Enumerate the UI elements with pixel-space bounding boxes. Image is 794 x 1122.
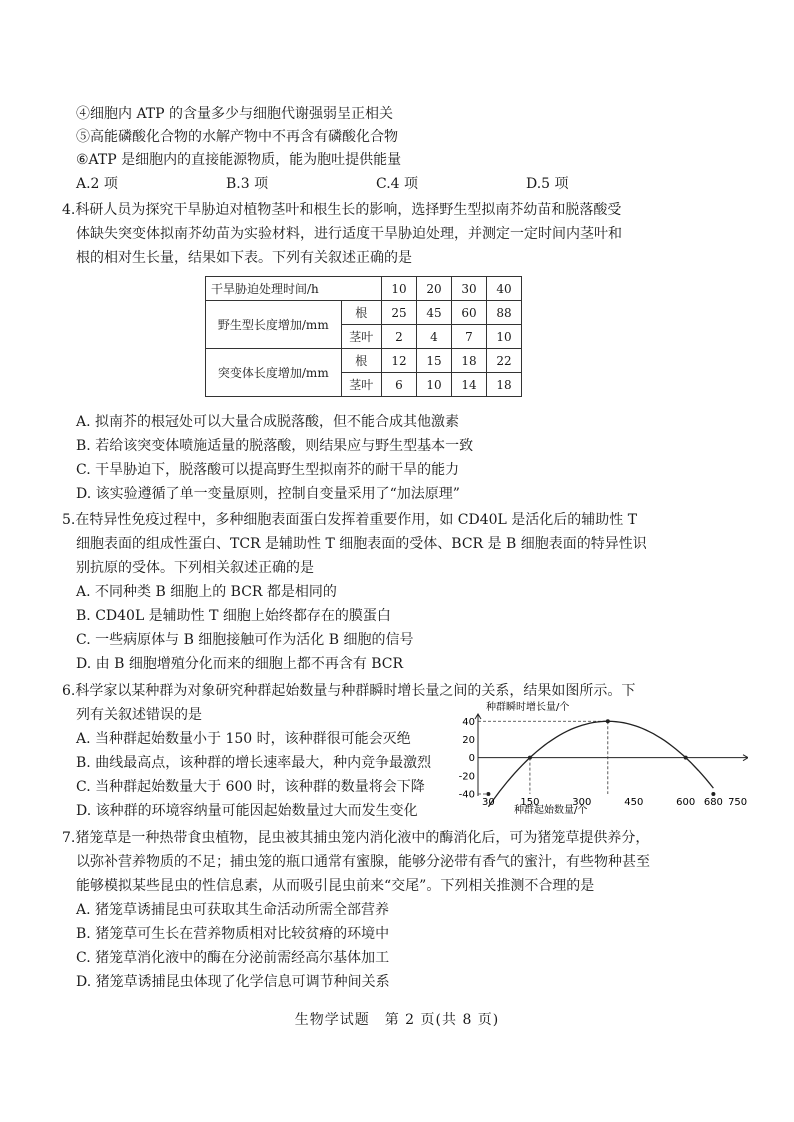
q4-option-c: C. 干旱胁迫下，脱落酸可以提高野生型拟南芥的耐干旱的能力: [76, 462, 460, 478]
table-group-wild: 野生型长度增加/mm: [206, 301, 342, 349]
table-cell: 60: [452, 301, 487, 325]
q7-option-b: B. 猪笼草可生长在营养物质相对比较贫瘠的环境中: [76, 926, 390, 942]
chart-point: [711, 792, 715, 796]
table-part: 根: [341, 301, 381, 325]
chart-point: [606, 719, 610, 723]
q4-stem-line-1: 4.科研人员为探究干旱胁迫对植物茎叶和根生长的影响，选择野生型拟南芥幼苗和脱落酸受: [62, 202, 622, 218]
chart-point: [528, 756, 532, 760]
q4-stem-line-2: 体缺失突变体拟南芥幼苗为实验材料，进行适度干旱胁迫处理，并测定一定时间内茎叶和: [76, 226, 622, 242]
q6-option-c: C. 当种群起始数量大于 600 时，该种群的数量将会下降: [76, 779, 425, 795]
q5-option-d: D. 由 B 细胞增殖分化而来的细胞上都不再含有 BCR: [76, 656, 404, 672]
q6-option-a: A. 当种群起始数量小于 150 时，该种群很可能会灭绝: [76, 731, 411, 747]
prev-item-6: ⑥ATP 是细胞内的直接能源物质，能为胞吐提供能量: [76, 152, 402, 168]
q7-stem-line-1: 7.猪笼草是一种热带食虫植物，昆虫被其捕虫笼内消化液中的酶消化后，可为猪笼草提供养分，: [62, 830, 650, 846]
chart-y-tick: -20: [458, 771, 475, 783]
table-time: 40: [487, 277, 522, 301]
q4-option-b: B. 若给该突变体喷施适量的脱落酸，则结果应与野生型基本一致: [76, 438, 474, 454]
q6-option-d: D. 该种群的环境容纳量可能因起始数量过大而发生变化: [76, 803, 418, 819]
chart-x-tick: 680: [703, 797, 723, 808]
chart-x-tick: 600: [676, 797, 696, 808]
chart-x-tick: 450: [624, 797, 644, 808]
chart-point: [486, 792, 490, 796]
q7-option-a: A. 猪笼草诱捕昆虫可获取其生命活动所需全部营养: [76, 902, 390, 918]
table-cell: 88: [487, 301, 522, 325]
table-cell: 7: [452, 325, 487, 349]
q4-data-table: [205, 276, 522, 397]
q5-option-b: B. CD40L 是辅助性 T 细胞上始终都存在的膜蛋白: [76, 608, 391, 624]
table-part: 茎叶: [341, 325, 381, 349]
table-cell: 45: [417, 301, 452, 325]
table-cell: 15: [417, 349, 452, 373]
chart-y-tick: 0: [468, 753, 475, 765]
q5-stem-line-2: 细胞表面的组成性蛋白、TCR 是辅助性 T 细胞表面的受体、BCR 是 B 细胞表面的特异性识: [76, 536, 647, 552]
table-part: 茎叶: [341, 373, 381, 397]
chart-x-tick: 750: [728, 797, 748, 808]
population-growth-chart: [448, 700, 748, 816]
chart-y-tick: -40: [458, 789, 475, 801]
chart-x-tick: 30: [482, 797, 495, 808]
q5-stem-line-1: 5.在特异性免疫过程中，多种细胞表面蛋白发挥着重要作用，如 CD40L 是活化后的辅助性 T: [62, 512, 638, 528]
q7-option-d: D. 猪笼草诱捕昆虫体现了化学信息可调节种间关系: [76, 974, 390, 990]
chart-xlabel: 种群起始数量/个: [514, 805, 588, 816]
chart-ylabel: 种群瞬时增长量/个: [486, 702, 570, 713]
q5-option-c: C. 一些病原体与 B 细胞接触可作为活化 B 细胞的信号: [76, 632, 414, 648]
prev-item-5: ⑤高能磷酸化合物的水解产物中不再含有磷酸化合物: [76, 129, 398, 145]
q5-option-a: A. 不同种类 B 细胞上的 BCR 都是相同的: [76, 584, 337, 600]
prev-item-4: ④细胞内 ATP 的含量多少与细胞代谢强弱呈正相关: [76, 106, 394, 122]
chart-curve: [488, 721, 713, 807]
table-cell: 18: [487, 373, 522, 397]
table-time: 10: [382, 277, 417, 301]
table-cell: 25: [382, 301, 417, 325]
table-cell: 14: [452, 373, 487, 397]
table-cell: 10: [487, 325, 522, 349]
q4-stem-line-3: 根的相对生长量，结果如下表。下列有关叙述正确的是: [76, 250, 412, 266]
chart-point: [684, 756, 688, 760]
table-cell: 10: [417, 373, 452, 397]
q4-option-a: A. 拟南芥的根冠处可以大量合成脱落酸，但不能合成其他激素: [76, 414, 460, 430]
table-group-mutant: 突变体长度增加/mm: [206, 349, 342, 397]
table-cell: 2: [382, 325, 417, 349]
chart-y-tick: 40: [462, 716, 475, 728]
table-cell: 18: [452, 349, 487, 373]
q3-option-c: C.4 项: [376, 176, 419, 192]
chart-x-tick: 300: [572, 797, 592, 808]
q3-option-b: B.3 项: [226, 176, 269, 192]
table-cell: 22: [487, 349, 522, 373]
q3-option-a: A.2 项: [76, 176, 118, 192]
table-cell: 6: [382, 373, 417, 397]
table-cell: 4: [417, 325, 452, 349]
table-cell: 12: [382, 349, 417, 373]
q3-option-d: D.5 项: [526, 176, 569, 192]
q4-option-d: D. 该实验遵循了单一变量原则，控制自变量采用了“加法原理”: [76, 486, 460, 502]
table-part: 根: [341, 349, 381, 373]
page-footer: 生物学试题 第 2 页(共 8 页): [294, 1012, 500, 1028]
chart-x-tick: 150: [520, 797, 540, 808]
table-time: 30: [452, 277, 487, 301]
table-header-label: 干旱胁迫处理时间/h: [206, 277, 382, 301]
table-time: 20: [417, 277, 452, 301]
q5-stem-line-3: 别抗原的受体。下列相关叙述正确的是: [76, 560, 314, 576]
q7-stem-line-3: 能够模拟某些昆虫的性信息素，从而吸引昆虫前来“交尾”。下列相关推测不合理的是: [76, 878, 595, 894]
q6-stem-line-2: 列有关叙述错误的是: [76, 707, 202, 723]
q6-option-b: B. 曲线最高点，该种群的增长速率最大，种内竞争最激烈: [76, 755, 432, 771]
chart-y-tick: 20: [462, 734, 475, 746]
q7-stem-line-2: 以弥补营养物质的不足；捕虫笼的瓶口通常有蜜腺，能够分泌带有香气的蜜汁，有些物种甚至: [76, 854, 650, 870]
q6-stem-line-1: 6.科学家以某种群为对象研究种群起始数量与种群瞬时增长量之间的关系，结果如图所示。下: [62, 683, 636, 699]
q7-option-c: C. 猪笼草消化液中的酶在分泌前需经高尔基体加工: [76, 950, 390, 966]
